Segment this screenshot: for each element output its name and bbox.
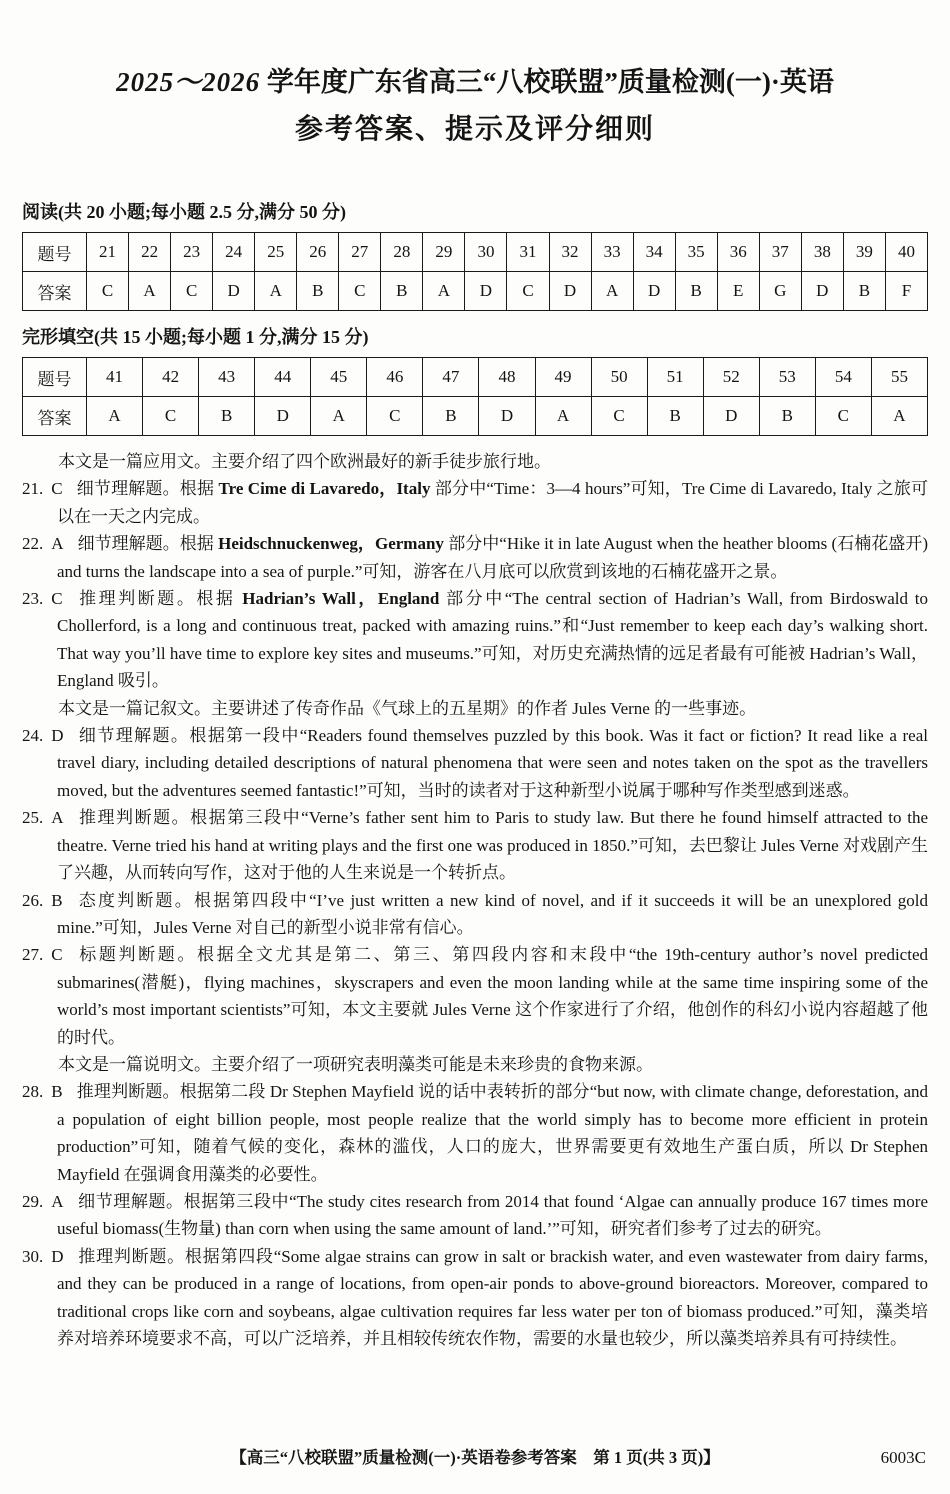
answer-cell: A bbox=[423, 272, 465, 311]
footer-caption: 【高三“八校联盟”质量检测(一)·英语卷参考答案 第 1 页(共 3 页)】 bbox=[230, 1448, 720, 1467]
question-number-cell: 46 bbox=[367, 358, 423, 397]
question-number-cell: 40 bbox=[885, 233, 927, 272]
answer-cell: A bbox=[129, 272, 171, 311]
item-number: 25. bbox=[22, 808, 44, 828]
answer-cell: D bbox=[465, 272, 507, 311]
explanation-text: 推理判断题。根据第三段中“Verne’s father sent him to Paris to study law. But there he found himself attracted to the theatre. Verne tried his hand at writing plays and the first one was produced in 1850.”可知，去巴黎让 Jules Verne 对戏剧产生了兴趣，从而转向写作，这对于他的人生来说是一个转折点。 bbox=[57, 808, 928, 883]
question-number-cell: 33 bbox=[591, 233, 633, 272]
answer-cell: B bbox=[297, 272, 339, 311]
explanation-text: 部分中“Time：3—4 hours”可知，Tre Cime di Lavaredo, Italy 之旅可以在一天之内完成。 bbox=[57, 479, 929, 526]
explanation-text: 标题判断题。根据全文尤其是第二、第三、第四段内容和末段中“the 19th-century author’s novel predicted submarines(潜艇)，flying machines，skyscrapers and even the moon landing while at the same time inspiring some of the world’s most important scientists”可知，本文主要就 Jules Verne 这个作家进行了介绍，他创作的科幻小说内容超越了他的时代。 bbox=[57, 945, 928, 1047]
item-answer-letter: A bbox=[51, 808, 64, 828]
item-answer-letter: C bbox=[51, 589, 63, 609]
question-number-cell: 21 bbox=[87, 233, 129, 272]
question-number-cell: 27 bbox=[339, 233, 381, 272]
question-number-cell: 34 bbox=[633, 233, 675, 272]
title-year-range: 2025～2026 bbox=[116, 67, 261, 97]
answer-cell: A bbox=[255, 272, 297, 311]
question-number-cell: 28 bbox=[381, 233, 423, 272]
answer-cell: C bbox=[143, 397, 199, 436]
answer-cell: A bbox=[871, 397, 927, 436]
question-number-cell: 36 bbox=[717, 233, 759, 272]
item-answer-letter: D bbox=[51, 1246, 64, 1266]
answer-cell: C bbox=[815, 397, 871, 436]
question-number-cell: 51 bbox=[647, 358, 703, 397]
passage-intro: 本文是一篇应用文。主要介绍了四个欧洲最好的新手徒步旅行地。 bbox=[58, 452, 551, 471]
explanation-text: 细节理解题。根据 bbox=[76, 479, 219, 499]
question-number-cell: 38 bbox=[801, 233, 843, 272]
explanation-text: 推理判断题。根据第二段 Dr Stephen Mayfield 说的话中表转折的部分“but now, with climate change, deforestation, and a population of eight billion people, most people realize that the world simply has to become more efficient in protein production”可知，随着气候的变化，森林的滥伐，人口的庞大，世界需要更有效地生产蛋白质，所以 Dr Stephen Mayfield 在强调食用藻类的必要性。 bbox=[57, 1082, 928, 1184]
answer-cell: B bbox=[759, 397, 815, 436]
answer-item-27 bbox=[22, 941, 928, 1051]
answer-cell: A bbox=[535, 397, 591, 436]
explanation-text: 推理判断题。根据第四段“Some algae strains can grow in salt or brackish water, and even wastewater from dairy farms, and they can be produced in a range of locations, from open-air ponds to above-ground bioreactors. Moreover, compared to traditional crops like corn and soybeans, algae cultivation requires far less water per ton of biomass produced.”可知，藻类培养对培养环境要求不高，可以广泛培养，并且相较传统农作物，需要的水量也较少，所以藻类培养具有可持续性。 bbox=[57, 1246, 928, 1348]
question-number-cell: 37 bbox=[759, 233, 801, 272]
answer-cell: B bbox=[423, 397, 479, 436]
question-number-cell: 52 bbox=[703, 358, 759, 397]
explanation-text: 细节理解题。根据 bbox=[77, 534, 219, 554]
item-number: 26. bbox=[22, 890, 44, 910]
question-number-cell: 35 bbox=[675, 233, 717, 272]
answer-cell: A bbox=[311, 397, 367, 436]
question-number-cell: 22 bbox=[129, 233, 171, 272]
answer-item-25 bbox=[22, 804, 928, 886]
item-number: 29. bbox=[22, 1191, 44, 1211]
question-number-cell: 45 bbox=[311, 358, 367, 397]
question-number-cell: 23 bbox=[171, 233, 213, 272]
explanation-text: 推理判断题。根据 bbox=[76, 589, 243, 609]
question-number-cell: 49 bbox=[535, 358, 591, 397]
cloze-answer-table bbox=[22, 357, 928, 436]
answer-cell: B bbox=[675, 272, 717, 311]
item-answer-letter: B bbox=[51, 1082, 63, 1102]
bold-source-reference: Heidschnuckenweg，Germany bbox=[218, 534, 444, 554]
row-label-cell: 题号 bbox=[23, 358, 87, 397]
explanation-text: 细节理解题。根据第三段中“The study cites research from 2014 that found ‘Algae can annually produce 167 times more useful biomass(生物量) than corn when using the same amount of land.’”可知，研究者们参考了过去的研究。 bbox=[57, 1191, 928, 1239]
question-number-cell: 24 bbox=[213, 233, 255, 272]
bold-source-reference: Hadrian’s Wall，England bbox=[242, 589, 440, 609]
question-number-cell: 25 bbox=[255, 233, 297, 272]
answer-cell: C bbox=[367, 397, 423, 436]
item-answer-letter: C bbox=[51, 479, 63, 499]
answer-cell: C bbox=[507, 272, 549, 311]
table-row bbox=[23, 233, 928, 272]
explanation-text: 细节理解题。根据第一段中“Readers found themselves puzzled by this book. Was it fact or fiction? It read like a real travel diary, including detailed descriptions of natural phenomena that were seen and notes taken on the spot as the travellers moved, but the adventures seemed fantastic!”可知，当时的读者对于这种新型小说属于哪种写作类型感到迷惑。 bbox=[57, 726, 928, 800]
question-number-cell: 43 bbox=[199, 358, 255, 397]
item-number: 21. bbox=[22, 479, 44, 499]
answer-cell: E bbox=[717, 272, 759, 311]
question-number-cell: 41 bbox=[87, 358, 143, 397]
answer-cell: D bbox=[801, 272, 843, 311]
answer-cell: D bbox=[633, 272, 675, 311]
answer-cell: D bbox=[255, 397, 311, 436]
answer-item-22 bbox=[22, 530, 928, 585]
answer-cell: F bbox=[885, 272, 927, 311]
answer-item-21 bbox=[22, 475, 928, 530]
answer-cell: C bbox=[339, 272, 381, 311]
question-number-cell: 30 bbox=[465, 233, 507, 272]
explanation-text: 部分中“The central section of Hadrian’s Wall, from Birdoswald to Chollerford, is a long and continuous treat, packed with amazing ruins.”和“Just remember to keep each day’s walking short. That way you’ll have time to explore key sites and museums.”可知，对历史充满热情的远足者最有可能被 Hadrian’s Wall，England 吸引。 bbox=[57, 589, 928, 691]
answer-cell: A bbox=[591, 272, 633, 311]
question-number-cell: 29 bbox=[423, 233, 465, 272]
item-answer-letter: A bbox=[51, 534, 64, 554]
item-number: 30. bbox=[22, 1246, 44, 1266]
passage-intro: 本文是一篇记叙文。主要讲述了传奇作品《气球上的五星期》的作者 Jules Verne 的一些事迹。 bbox=[58, 698, 757, 718]
question-number-cell: 54 bbox=[815, 358, 871, 397]
reading-section-heading: 阅读(共 20 小题;每小题 2.5 分,满分 50 分) bbox=[22, 202, 346, 222]
reading-answer-table bbox=[22, 232, 928, 311]
question-number-cell: 26 bbox=[297, 233, 339, 272]
answer-item-24 bbox=[22, 722, 928, 804]
question-number-cell: 50 bbox=[591, 358, 647, 397]
answer-cell: C bbox=[591, 397, 647, 436]
item-answer-letter: C bbox=[51, 945, 63, 965]
row-label-cell: 答案 bbox=[23, 397, 87, 436]
item-answer-letter: D bbox=[51, 726, 64, 746]
page-footer bbox=[22, 1446, 928, 1470]
bold-source-reference: Tre Cime di Lavaredo，Italy bbox=[218, 479, 431, 499]
explanation-text: 部分中“Hike it in late August when the heather blooms (石楠花盛开) and turns the landscape into a sea of purple.”可知，游客在八月底可以欣赏到该地的石楠花盛开之景。 bbox=[57, 534, 928, 581]
page-title-line2: 参考答案、提示及评分细则 bbox=[294, 114, 655, 145]
row-label-cell: 答案 bbox=[23, 272, 87, 311]
answer-cell: C bbox=[171, 272, 213, 311]
passage-intro: 本文是一篇说明文。主要介绍了一项研究表明藻类可能是未来珍贵的食物来源。 bbox=[58, 1054, 653, 1074]
answer-cell: C bbox=[87, 272, 129, 311]
paper-code: 6003C bbox=[880, 1448, 926, 1467]
cloze-section-heading: 完形填空(共 15 小题;每小题 1 分,满分 15 分) bbox=[22, 327, 369, 347]
answer-cell: B bbox=[843, 272, 885, 311]
question-number-cell: 32 bbox=[549, 233, 591, 272]
answer-cell: B bbox=[199, 397, 255, 436]
title-line1-text: 学年度广东省高三“八校联盟”质量检测(一)·英语 bbox=[260, 67, 834, 97]
answer-item-23 bbox=[22, 585, 928, 695]
answer-cell: G bbox=[759, 272, 801, 311]
question-number-cell: 55 bbox=[871, 358, 927, 397]
item-number: 28. bbox=[22, 1082, 44, 1102]
answer-cell: D bbox=[703, 397, 759, 436]
question-number-cell: 42 bbox=[143, 358, 199, 397]
answer-cell: D bbox=[213, 272, 255, 311]
question-number-cell: 44 bbox=[255, 358, 311, 397]
item-number: 22. bbox=[22, 534, 44, 554]
table-row bbox=[23, 397, 928, 436]
question-number-cell: 47 bbox=[423, 358, 479, 397]
answer-cell: B bbox=[381, 272, 423, 311]
item-answer-letter: B bbox=[51, 890, 63, 910]
item-number: 23. bbox=[22, 589, 44, 609]
answer-item-28 bbox=[22, 1078, 928, 1188]
answer-cell: D bbox=[549, 272, 591, 311]
item-number: 27. bbox=[22, 945, 44, 965]
answer-item-26 bbox=[22, 887, 928, 942]
explanation-text: 态度判断题。根据第四段中“I’ve just written a new kind of novel, and if it succeeds it will be an unexplored gold mine.”可知，Jules Verne 对自己的新型小说非常有信心。 bbox=[57, 890, 928, 937]
answer-cell: D bbox=[479, 397, 535, 436]
question-number-cell: 39 bbox=[843, 233, 885, 272]
answer-item-29 bbox=[22, 1188, 928, 1243]
answer-item-30 bbox=[22, 1243, 928, 1353]
item-number: 24. bbox=[22, 726, 44, 746]
table-row bbox=[23, 272, 928, 311]
answer-cell: A bbox=[87, 397, 143, 436]
answer-cell: B bbox=[647, 397, 703, 436]
question-number-cell: 31 bbox=[507, 233, 549, 272]
row-label-cell: 题号 bbox=[23, 233, 87, 272]
explanations-section bbox=[22, 448, 928, 1352]
page-title-line1 bbox=[22, 62, 928, 102]
item-answer-letter: A bbox=[51, 1191, 64, 1211]
question-number-cell: 53 bbox=[759, 358, 815, 397]
table-row bbox=[23, 358, 928, 397]
question-number-cell: 48 bbox=[479, 358, 535, 397]
